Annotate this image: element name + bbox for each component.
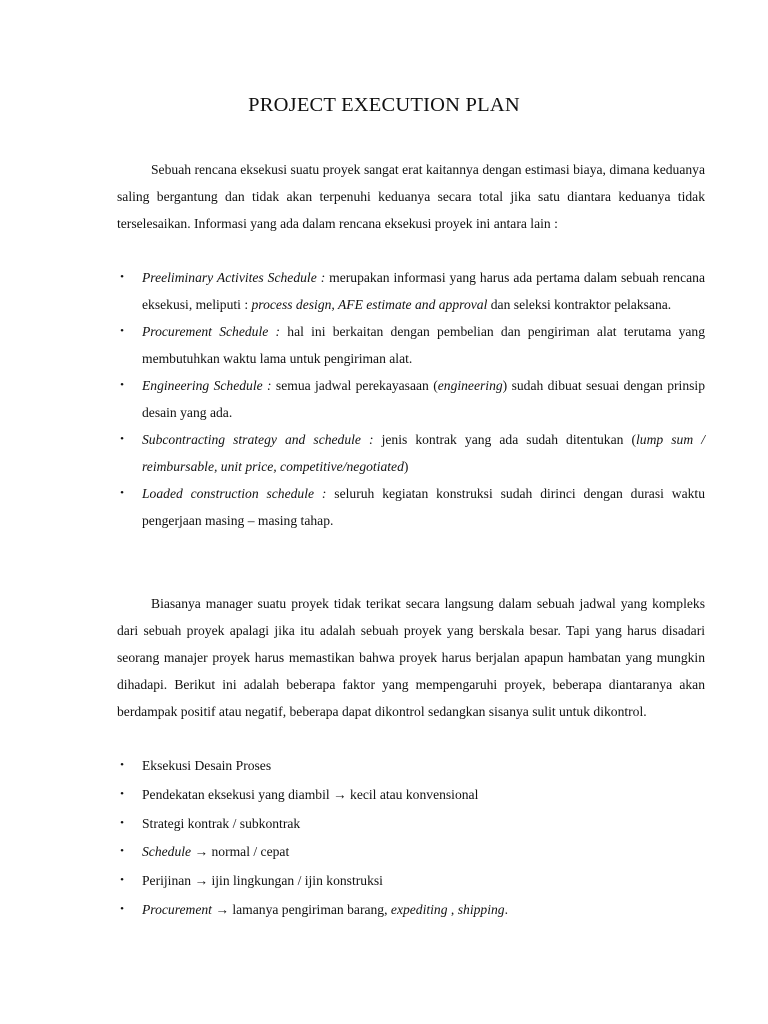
item-emphasis: lump sum / reimbursable, unit price, competitive/negotiated [142, 432, 705, 474]
bullet-icon: • [120, 487, 124, 499]
bullet-icon: • [120, 787, 124, 800]
item-text: lamanya pengiriman barang, [228, 901, 391, 917]
item-emphasis: Schedule [142, 844, 192, 860]
list-item [117, 896, 705, 923]
item-text: . [504, 901, 508, 917]
bullet-icon: • [120, 379, 124, 391]
item-emphasis: engineering [437, 378, 503, 393]
item-emphasis: shipping [457, 901, 505, 917]
item-term: Procurement Schedule : [142, 324, 281, 339]
item-text: kecil atau konvensional [346, 786, 479, 802]
item-term: Engineering Schedule : [142, 378, 272, 393]
item-text: Strategi kontrak / subkontrak [142, 815, 301, 831]
bullet-icon: • [120, 816, 124, 829]
item-text: hal ini berkaitan dengan pembelian dan pengiriman alat terutama yang membutuhkan waktu lama untuk pengiriman alat. [142, 324, 705, 366]
bullet-icon: • [120, 874, 124, 887]
page-title: PROJECT EXECUTION PLAN [248, 94, 520, 116]
intro-text: Sebuah rencana eksekusi suatu proyek sangat erat kaitannya dengan estimasi biaya, dimana keduanya saling bergantung dan tidak akan terpenuhi keduanya secara total jika satu diantara keduanya tidak terselesaikan. Informasi yang ada dalam rencana eksekusi proyek ini antara lain : [117, 162, 705, 231]
list-item [117, 838, 705, 865]
item-emphasis: process design, AFE estimate and approval [251, 297, 488, 312]
list-item [117, 426, 705, 480]
item-text: Eksekusi Desain Proses [142, 758, 272, 773]
bullet-icon: • [120, 845, 124, 858]
list-item [117, 318, 705, 372]
item-text: ) sudah dibuat sesuai dengan prinsip desain yang ada. [142, 378, 705, 420]
item-text: merupakan informasi yang harus ada pertama dalam sebuah rencana eksekusi, meliputi : [142, 270, 705, 312]
item-text: Pendekatan eksekusi yang diambil [142, 786, 330, 802]
bullet-icon: • [120, 325, 124, 337]
item-text: seluruh kegiatan konstruksi sudah dirinci dengan durasi waktu pengerjaan masing – masing tahap. [142, 486, 705, 528]
arrow-icon: → [215, 901, 229, 917]
item-text: semua jadwal perekayasaan ( [271, 378, 438, 393]
arrow-icon: → [194, 844, 209, 860]
bullet-icon: • [120, 271, 124, 283]
item-text: normal / cepat [208, 844, 290, 860]
item-emphasis: Procurement [142, 901, 212, 917]
list-item [117, 372, 705, 426]
item-text: Perijinan [142, 873, 192, 889]
list-item [117, 810, 705, 837]
list-item [117, 480, 705, 534]
second-paragraph [117, 590, 705, 725]
list-item [117, 867, 705, 894]
item-text: ijin lingkungan / ijin konstruksi [208, 873, 383, 889]
bullet-icon: • [120, 433, 124, 445]
intro-paragraph [117, 156, 705, 237]
arrow-icon: → [194, 873, 209, 889]
bullet-icon: • [120, 902, 124, 915]
list-item [117, 781, 705, 808]
factor-list [117, 752, 705, 925]
bullet-icon: • [120, 759, 124, 771]
item-text: , [447, 901, 458, 917]
item-emphasis: expediting [390, 901, 448, 917]
schedule-list [117, 264, 705, 534]
item-text: ) [403, 459, 409, 474]
list-item [117, 752, 705, 779]
list-item [117, 264, 705, 318]
item-term: Loaded construction schedule : [142, 486, 327, 501]
item-text: jenis kontrak yang ada sudah ditentukan ( [373, 432, 637, 447]
item-term: Preeliminary Activites Schedule : [142, 270, 326, 285]
arrow-icon: → [333, 786, 347, 802]
item-term: Subcontracting strategy and schedule : [142, 432, 374, 447]
second-paragraph-text: Biasanya manager suatu proyek tidak terikat secara langsung dalam sebuah jadwal yang kompleks dari sebuah proyek apalagi jika itu adalah sebuah proyek yang berskala besar. Tapi yang harus disadari seorang manajer proyek harus memastikan bahwa proyek harus berjalan apapun hambatan yang mungkin dihadapi. Berikut ini adalah beberapa faktor yang mempengaruhi proyek, beberapa diantaranya akan berdampak positif atau negatif, beberapa dapat dikontrol sedangkan sisanya sulit untuk dikontrol. [117, 596, 705, 719]
item-text: dan seleksi kontraktor pelaksana. [487, 297, 672, 312]
